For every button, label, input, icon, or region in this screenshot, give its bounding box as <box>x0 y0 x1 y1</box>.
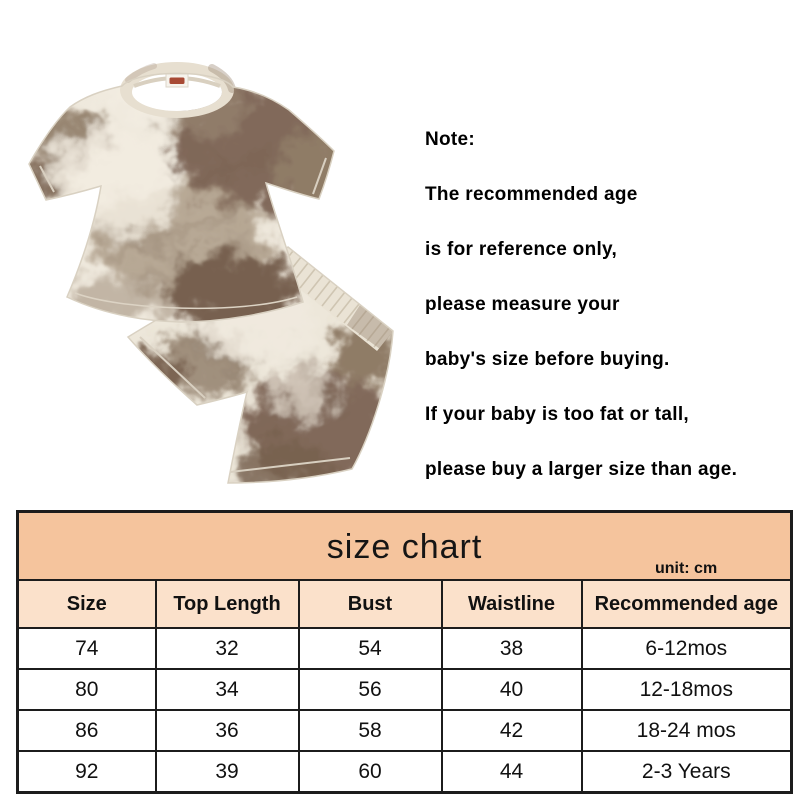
cell-bust: 60 <box>299 751 442 793</box>
table-row <box>18 710 792 751</box>
note-line: is for reference only, <box>425 239 618 260</box>
note-line: please buy a larger size than age. <box>425 459 738 480</box>
cell-recommended-age: 2-3 Years <box>582 751 792 793</box>
cell-waistline: 42 <box>442 710 582 751</box>
size-chart-title-cell <box>18 512 792 581</box>
collar-tag <box>166 74 188 87</box>
cell-size: 74 <box>18 628 156 669</box>
note-line: please measure your <box>425 294 620 315</box>
col-header-recommended-age: Recommended age <box>582 580 792 628</box>
cell-top-length: 32 <box>156 628 299 669</box>
cell-bust: 54 <box>299 628 442 669</box>
collar <box>120 62 234 118</box>
cell-recommended-age: 18-24 mos <box>582 710 792 751</box>
cell-top-length: 34 <box>156 669 299 710</box>
note-section <box>425 112 800 497</box>
cell-waistline: 40 <box>442 669 582 710</box>
cell-top-length: 39 <box>156 751 299 793</box>
size-chart-section <box>16 510 793 794</box>
cell-size: 80 <box>18 669 156 710</box>
table-row <box>18 751 792 793</box>
note-line: baby's size before buying. <box>425 349 670 370</box>
size-chart-table <box>16 510 793 794</box>
note-line: If your baby is too fat or tall, <box>425 404 690 425</box>
cell-waistline: 38 <box>442 628 582 669</box>
cell-waistline: 44 <box>442 751 582 793</box>
note-title: Note: <box>425 129 476 150</box>
cell-recommended-age: 12-18mos <box>582 669 792 710</box>
cell-size: 92 <box>18 751 156 793</box>
col-header-bust: Bust <box>299 580 442 628</box>
cell-bust: 56 <box>299 669 442 710</box>
product-photo <box>0 0 410 500</box>
note-line: The recommended age <box>425 184 638 205</box>
size-chart-title: size chart <box>326 528 483 566</box>
unit-label: unit: cm <box>654 560 718 577</box>
cell-top-length: 36 <box>156 710 299 751</box>
col-header-waistline: Waistline <box>442 580 582 628</box>
table-row <box>18 669 792 710</box>
cell-size: 86 <box>18 710 156 751</box>
col-header-top-length: Top Length <box>156 580 299 628</box>
cell-bust: 58 <box>299 710 442 751</box>
col-header-size: Size <box>18 580 156 628</box>
table-row <box>18 628 792 669</box>
cell-recommended-age: 6-12mos <box>582 628 792 669</box>
